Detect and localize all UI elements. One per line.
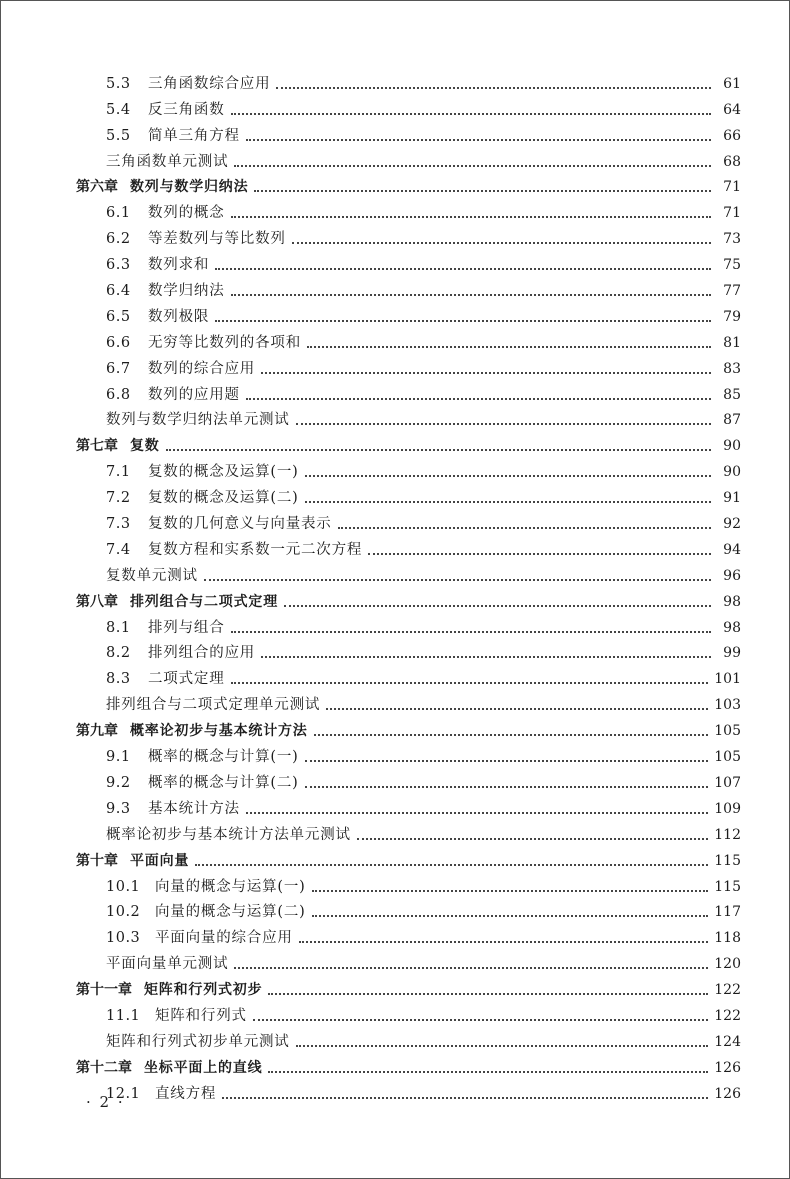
chapter-label: 第七章 xyxy=(76,438,118,455)
dot-leader xyxy=(231,216,712,218)
page-ref: 77 xyxy=(723,283,741,300)
page-ref: 115 xyxy=(714,878,741,895)
chapter-label: 第十二章 xyxy=(76,1059,132,1076)
section-number: 6.3 xyxy=(106,257,131,274)
entry-title: 数列与数学归纳法 xyxy=(130,179,249,196)
entry-title: 平面向量的综合应用 xyxy=(155,930,293,947)
section-number: 6.6 xyxy=(106,334,131,351)
toc-chapter-row xyxy=(76,1051,741,1077)
entry-title: 直线方程 xyxy=(155,1085,217,1102)
dot-leader xyxy=(234,967,708,969)
section-number: 10.3 xyxy=(106,930,141,947)
toc-chapter-row xyxy=(76,714,741,740)
entry-title: 简单三角方程 xyxy=(148,127,240,144)
section-number: 6.7 xyxy=(106,360,131,377)
page-ref: 92 xyxy=(723,516,741,533)
section-number: 9.2 xyxy=(106,774,131,791)
page-ref: 96 xyxy=(723,567,741,584)
section-number: 6.2 xyxy=(106,231,131,248)
dot-leader xyxy=(314,734,709,736)
section-number: 6.5 xyxy=(106,308,131,325)
section-number: 11.1 xyxy=(106,1007,141,1024)
page-ref: 64 xyxy=(723,101,741,118)
dot-leader xyxy=(246,812,708,814)
dot-leader xyxy=(312,890,709,892)
dot-leader xyxy=(305,475,711,477)
page-ref: 101 xyxy=(714,671,741,688)
entry-title: 排列组合与二项式定理 xyxy=(130,593,278,610)
page-ref: 115 xyxy=(714,852,741,869)
dot-leader xyxy=(296,423,711,425)
entry-title: 三角函数单元测试 xyxy=(106,153,229,170)
page-ref: 68 xyxy=(723,153,741,170)
page-ref: 75 xyxy=(723,257,741,274)
toc-section-row xyxy=(76,93,741,119)
toc-test-row xyxy=(76,404,741,430)
page-ref: 83 xyxy=(723,360,741,377)
page-ref: 66 xyxy=(723,127,741,144)
toc-section-row xyxy=(76,378,741,404)
section-number: 6.8 xyxy=(106,386,131,403)
toc-test-row xyxy=(76,688,741,714)
entry-title: 概率论初步与基本统计方法 xyxy=(130,723,308,740)
entry-title: 基本统计方法 xyxy=(148,800,240,817)
page-ref: 124 xyxy=(714,1033,741,1050)
dot-leader xyxy=(246,398,711,400)
page-ref: 81 xyxy=(723,334,741,351)
toc-section-row xyxy=(76,611,741,637)
section-number: 6.4 xyxy=(106,283,131,300)
dot-leader xyxy=(246,139,711,141)
toc-section-row xyxy=(76,999,741,1025)
toc-section-row xyxy=(76,766,741,792)
section-number: 12.1 xyxy=(106,1085,141,1102)
toc-section-row xyxy=(76,896,741,922)
toc-section-row xyxy=(76,352,741,378)
section-number: 7.3 xyxy=(106,516,131,533)
dot-leader xyxy=(305,760,709,762)
toc-section-row xyxy=(76,662,741,688)
entry-title: 概率的概念与计算(二) xyxy=(148,774,299,791)
page-ref: 98 xyxy=(723,593,741,610)
entry-title: 向量的概念与运算(一) xyxy=(155,878,306,895)
entry-title: 等差数列与等比数列 xyxy=(148,231,286,248)
toc-chapter-row xyxy=(76,844,741,870)
entry-title: 矩阵和行列式 xyxy=(155,1007,247,1024)
entry-title: 向量的概念与运算(二) xyxy=(155,904,306,921)
dot-leader xyxy=(231,682,709,684)
toc-section-row xyxy=(76,248,741,274)
page-ref: 61 xyxy=(723,75,741,92)
page-ref: 122 xyxy=(714,982,741,999)
entry-title: 复数 xyxy=(130,438,160,455)
toc-section-row xyxy=(76,119,741,145)
dot-leader xyxy=(222,1097,708,1099)
toc-section-row xyxy=(76,300,741,326)
toc-test-row xyxy=(76,947,741,973)
entry-title: 三角函数综合应用 xyxy=(148,75,271,92)
toc-section-row xyxy=(76,792,741,818)
dot-leader xyxy=(215,320,711,322)
entry-title: 数列的概念 xyxy=(148,205,225,222)
toc-section-row xyxy=(76,740,741,766)
page-ref: 71 xyxy=(723,205,741,222)
page-ref: 117 xyxy=(714,904,741,921)
dot-leader xyxy=(261,372,711,374)
page-ref: 107 xyxy=(714,774,741,791)
entry-title: 平面向量单元测试 xyxy=(106,956,229,973)
page-ref: 87 xyxy=(723,412,741,429)
dot-leader xyxy=(231,294,712,296)
toc-section-row xyxy=(76,637,741,663)
dot-leader xyxy=(268,1071,708,1073)
entry-title: 复数的概念及运算(一) xyxy=(148,464,299,481)
chapter-label: 第十章 xyxy=(76,852,118,869)
page-ref: 122 xyxy=(714,1007,741,1024)
page-ref: 120 xyxy=(714,956,741,973)
chapter-label: 第九章 xyxy=(76,723,118,740)
entry-title: 排列与组合 xyxy=(148,619,225,636)
page-ref: 90 xyxy=(723,438,741,455)
page-ref: 118 xyxy=(714,930,741,947)
toc-section-row xyxy=(76,326,741,352)
entry-title: 排列组合的应用 xyxy=(148,645,256,662)
dot-leader xyxy=(261,656,711,658)
chapter-label: 第十一章 xyxy=(76,982,132,999)
toc-test-row xyxy=(76,145,741,171)
dot-leader xyxy=(299,941,709,943)
page-ref: 112 xyxy=(714,826,741,843)
toc-section-row xyxy=(76,455,741,481)
dot-leader xyxy=(276,87,711,89)
toc-section-row xyxy=(76,481,741,507)
dot-leader xyxy=(357,838,708,840)
entry-title: 概率论初步与基本统计方法单元测试 xyxy=(106,826,351,843)
page-ref: 71 xyxy=(723,179,741,196)
page-ref: 90 xyxy=(723,464,741,481)
page-ref: 91 xyxy=(723,490,741,507)
entry-title: 矩阵和行列式初步 xyxy=(144,982,263,999)
chapter-label: 第八章 xyxy=(76,593,118,610)
entry-title: 数学归纳法 xyxy=(148,283,225,300)
section-number: 6.1 xyxy=(106,205,131,222)
dot-leader xyxy=(234,165,711,167)
dot-leader xyxy=(253,1019,708,1021)
entry-title: 复数的几何意义与向量表示 xyxy=(148,516,332,533)
section-number: 9.3 xyxy=(106,800,131,817)
entry-title: 坐标平面上的直线 xyxy=(144,1059,263,1076)
toc-section-row xyxy=(76,870,741,896)
section-number: 8.2 xyxy=(106,645,131,662)
toc-section-row xyxy=(76,507,741,533)
entry-title: 数列极限 xyxy=(148,308,210,325)
page-ref: 79 xyxy=(723,308,741,325)
section-number: 7.2 xyxy=(106,490,131,507)
toc-chapter-row xyxy=(76,585,741,611)
section-number: 7.4 xyxy=(106,541,131,558)
toc-section-row xyxy=(76,196,741,222)
entry-title: 数列的综合应用 xyxy=(148,360,256,377)
dot-leader xyxy=(312,915,709,917)
toc-section-row xyxy=(76,222,741,248)
entry-title: 反三角函数 xyxy=(148,101,225,118)
toc-test-row xyxy=(76,818,741,844)
dot-leader xyxy=(368,553,711,555)
dot-leader xyxy=(292,242,711,244)
toc-chapter-row xyxy=(76,171,741,197)
entry-title: 排列组合与二项式定理单元测试 xyxy=(106,697,321,714)
toc-section-row xyxy=(76,921,741,947)
dot-leader xyxy=(268,993,708,995)
dot-leader xyxy=(284,605,711,607)
dot-leader xyxy=(231,113,712,115)
section-number: 10.2 xyxy=(106,904,141,921)
dot-leader xyxy=(338,527,711,529)
entry-title: 矩阵和行列式初步单元测试 xyxy=(106,1033,290,1050)
table-of-contents xyxy=(76,67,741,1103)
section-number: 5.3 xyxy=(106,75,131,92)
section-number: 9.1 xyxy=(106,749,131,766)
section-number: 5.5 xyxy=(106,127,131,144)
entry-title: 二项式定理 xyxy=(148,671,225,688)
entry-title: 复数单元测试 xyxy=(106,567,198,584)
toc-chapter-row xyxy=(76,429,741,455)
dot-leader xyxy=(296,1045,709,1047)
section-number: 5.4 xyxy=(106,101,131,118)
toc-test-row xyxy=(76,1025,741,1051)
toc-section-row xyxy=(76,274,741,300)
page-ref: 126 xyxy=(714,1085,741,1102)
toc-test-row xyxy=(76,559,741,585)
chapter-label: 第六章 xyxy=(76,179,118,196)
section-number: 7.1 xyxy=(106,464,131,481)
page-ref: 109 xyxy=(714,800,741,817)
dot-leader xyxy=(326,708,708,710)
section-number: 10.1 xyxy=(106,878,141,895)
page-ref: 126 xyxy=(714,1059,741,1076)
toc-section-row xyxy=(76,533,741,559)
page-ref: 98 xyxy=(723,619,741,636)
dot-leader xyxy=(204,579,711,581)
section-number: 8.1 xyxy=(106,619,131,636)
toc-section-row xyxy=(76,67,741,93)
page-ref: 105 xyxy=(714,723,741,740)
page-number: · 2 · xyxy=(86,1093,125,1111)
section-number: 8.3 xyxy=(106,671,131,688)
dot-leader xyxy=(166,449,711,451)
dot-leader xyxy=(305,501,711,503)
toc-section-row xyxy=(76,1077,741,1103)
page-ref: 94 xyxy=(723,541,741,558)
page-ref: 85 xyxy=(723,386,741,403)
entry-title: 复数的概念及运算(二) xyxy=(148,490,299,507)
dot-leader xyxy=(305,786,709,788)
page-ref: 103 xyxy=(714,697,741,714)
entry-title: 数列的应用题 xyxy=(148,386,240,403)
entry-title: 概率的概念与计算(一) xyxy=(148,749,299,766)
dot-leader xyxy=(215,268,711,270)
entry-title: 数列与数学归纳法单元测试 xyxy=(106,412,290,429)
page-ref: 73 xyxy=(723,231,741,248)
entry-title: 无穷等比数列的各项和 xyxy=(148,334,301,351)
entry-title: 数列求和 xyxy=(148,257,210,274)
dot-leader xyxy=(254,190,711,192)
dot-leader xyxy=(195,864,708,866)
page-ref: 105 xyxy=(714,749,741,766)
toc-chapter-row xyxy=(76,973,741,999)
entry-title: 复数方程和实系数一元二次方程 xyxy=(148,541,363,558)
page-ref: 99 xyxy=(723,645,741,662)
dot-leader xyxy=(307,346,711,348)
entry-title: 平面向量 xyxy=(130,852,190,869)
dot-leader xyxy=(231,631,712,633)
